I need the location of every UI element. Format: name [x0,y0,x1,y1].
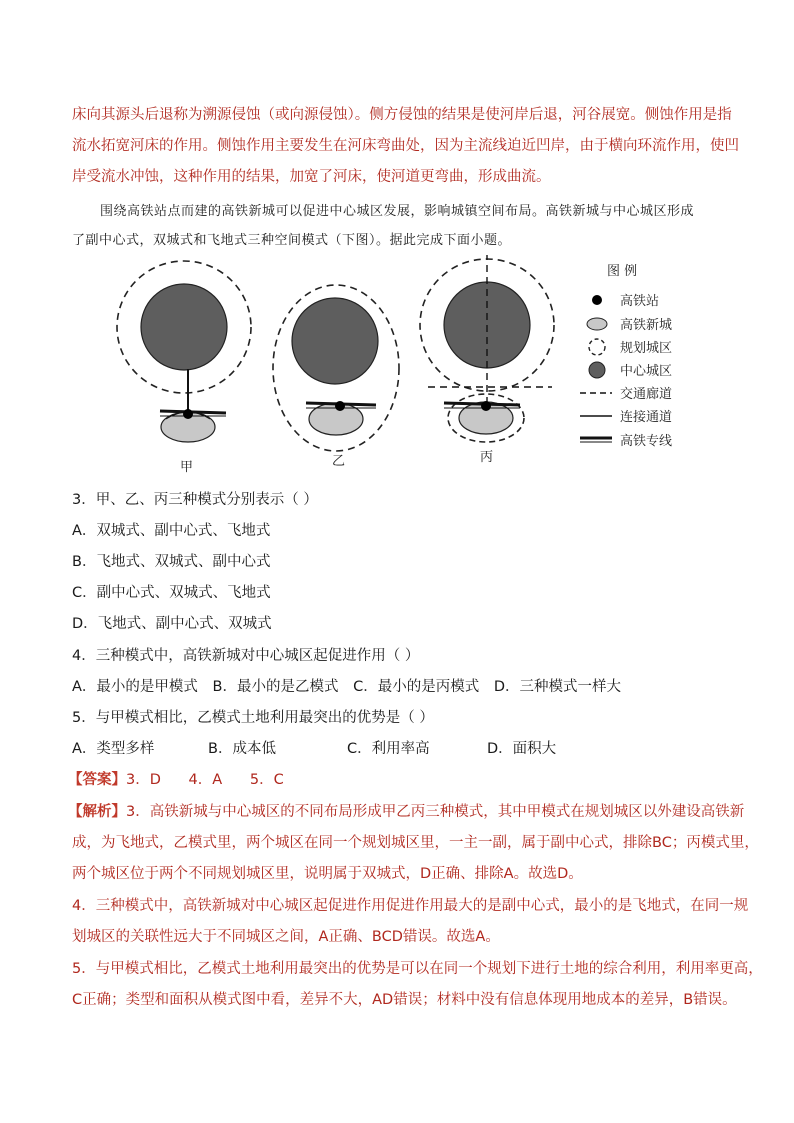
mode-jia [117,261,251,475]
legend-connection: 连接通道 [620,410,673,425]
q4-options [72,675,621,696]
spatial-mode-diagram [100,255,700,480]
hsr-station-yi [335,401,345,411]
center-area-yi [292,298,378,384]
legend-planned-icon [589,339,605,355]
label-bing: 丙 [480,450,494,465]
analysis-line-7: C正确；类型和面积从模式图中看，差异不大，AD错误；材料中没有信息体现用地成本的差异，B错误。 [72,992,737,1008]
legend-center: 中心城区 [620,364,673,379]
analysis-line-6: 5．与甲模式相比，乙模式土地利用最突出的优势是可以在同一个规划下进行土地的综合利用，利用率更高， [72,961,763,977]
q5-option-c: C．利用率高 [347,741,430,757]
q4-stem: 4．三种模式中，高铁新城对中心城区起促进作用（ ） [72,648,420,664]
q4-option-b: B．最小的是乙模式 [212,679,339,695]
answer-text: 3．D 4．A 5．C [126,772,284,788]
label-yi: 乙 [332,454,346,469]
q3-option-a: A．双城式、副中心式、飞地式 [72,523,271,539]
q4-option-a: A．最小的是甲模式 [72,679,198,695]
analysis-line-1 [68,800,744,821]
legend [580,264,672,449]
intro-line-2: 了副中心式，双城式和飞地式三种空间模式（下图）。据此完成下面小题。 [72,233,512,248]
legend-newcity: 高铁新城 [620,318,673,333]
analysis-line-2: 成，为飞地式，乙模式里，两个城区在同一个规划城区里，一主一副，属于副中心式，排除BC；丙模式里， [72,835,759,851]
q3-option-b: B．飞地式、双城式、副中心式 [72,554,271,570]
q4-option-d: D．三种模式一样大 [493,679,621,695]
analysis-line-5: 划城区的关联性远大于不同城区之间，A正确、BCD错误。故选A。 [72,929,500,945]
legend-newcity-icon [587,318,607,330]
legend-planned: 规划城区 [620,341,673,356]
center-area-jia [141,284,227,370]
paragraph-line-3: 岸受流水冲蚀，这种作用的结果，加宽了河床，使河道更弯曲，形成曲流。 [72,169,551,185]
q3-option-d: D．飞地式、副中心式、双城式 [72,616,272,632]
hsr-station-bing [481,401,491,411]
analysis-line-3: 两个城区位于两个不同规划城区里，说明属于双城式，D正确、排除A。故选D。 [72,866,583,882]
hsr-station-jia [183,409,193,419]
legend-hsr: 高铁专线 [620,434,673,449]
label-jia: 甲 [180,460,194,475]
q5-option-b: B．成本低 [208,741,276,757]
legend-title: 图 例 [607,264,638,279]
mode-bing [420,255,554,465]
answer-tag: 【答案】 [68,772,126,788]
intro-line-1: 围绕高铁站点而建的高铁新城可以促进中心城区发展，影响城镇空间布局。高铁新城与中心城区形成 [100,204,695,219]
mode-yi [273,285,399,469]
q3-option-c: C．副中心式、双城式、飞地式 [72,585,271,601]
q4-option-c: C．最小的是丙模式 [353,679,480,695]
analysis-text-1: 3．高铁新城与中心城区的不同布局形成甲乙丙三种模式，其中甲模式在规划城区以外建设高铁新 [126,804,745,820]
paragraph-line-1: 床向其源头后退称为溯源侵蚀（或向源侵蚀）。侧方侵蚀的结果是使河岸后退，河谷展宽。侧蚀作用是指 [72,107,732,123]
paragraph-line-2: 流水拓宽河床的作用。侧蚀作用主要发生在河床弯曲处，因为主流线迫近凹岸，由于横向环流作用，使凹 [72,138,739,154]
q5-option-a: A．类型多样 [72,741,155,757]
legend-station-icon [592,295,602,305]
analysis-tag: 【解析】 [68,804,126,820]
legend-corridor: 交通廊道 [620,387,673,402]
q5-option-d: D．面积大 [487,741,557,757]
legend-center-icon [589,362,605,378]
q5-stem: 5．与甲模式相比，乙模式土地利用最突出的优势是（ ） [72,710,434,726]
q3-stem: 3．甲、乙、丙三种模式分别表示（ ） [72,492,318,508]
answer-line [68,768,284,789]
analysis-line-4: 4．三种模式中，高铁新城对中心城区起促进作用促进作用最大的是副中心式，最小的是飞地式，在同一规 [72,898,749,914]
legend-station: 高铁站 [620,294,660,309]
